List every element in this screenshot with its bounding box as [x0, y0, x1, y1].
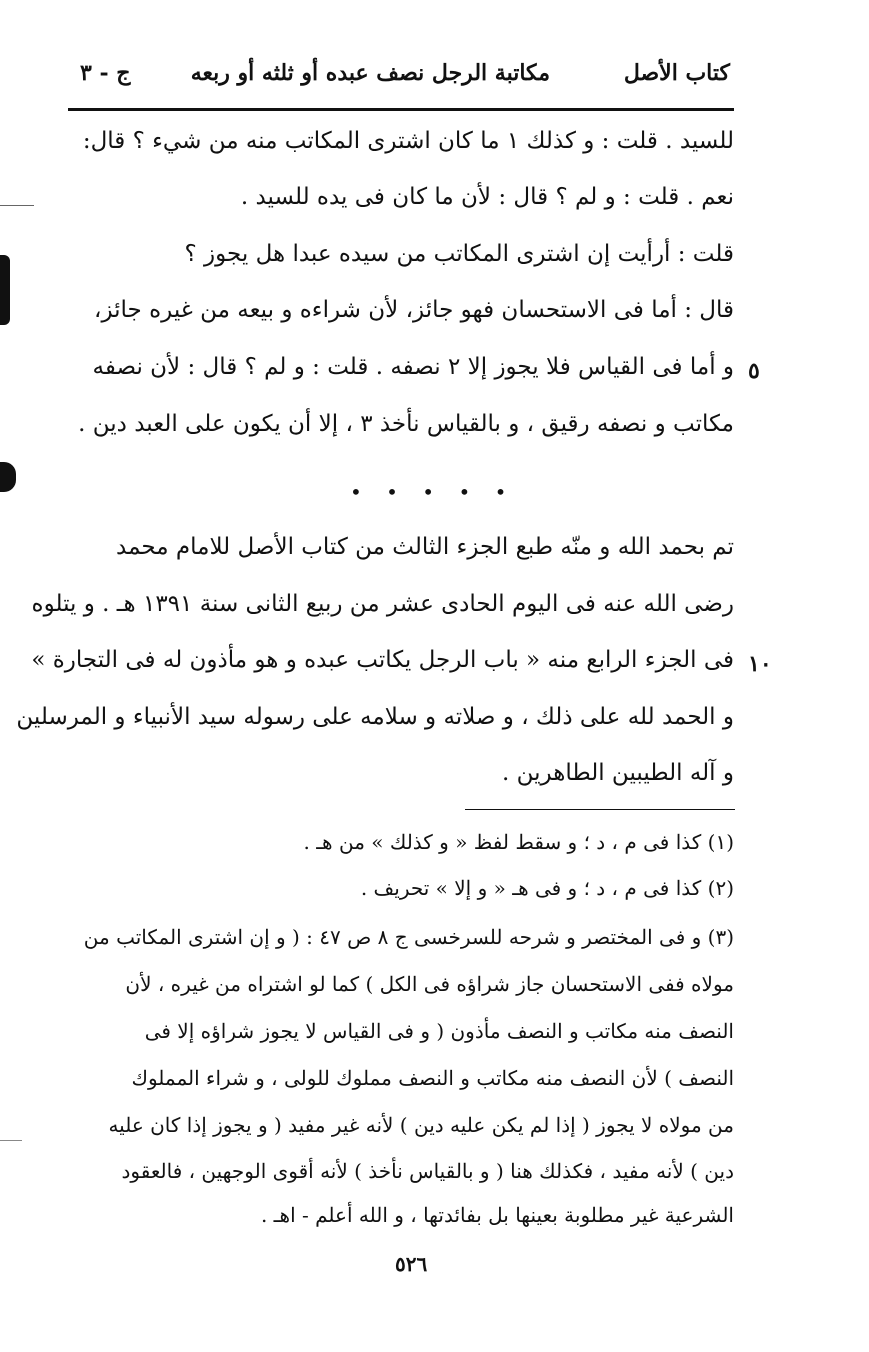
- colophon-line: رضى الله عنه فى اليوم الحادى عشر من ربيع الثانى سنة ١٣٩١ هـ . و يتلوه: [31, 591, 734, 617]
- colophon-line: تم بحمد الله و منّه طبع الجزء الثالث من كتاب الأصل للامام محمد: [116, 534, 734, 560]
- volume-number: ج - ٣: [80, 60, 131, 86]
- header-rule: [68, 108, 734, 111]
- body-line: و أما فى القياس فلا يجوز إلا ٢ نصفه . قلت : و لم ؟ قال : لأن نصفه: [92, 354, 734, 380]
- running-header: [80, 52, 730, 102]
- line-number-10: ١٠: [748, 651, 772, 677]
- footnote-line: النصف منه مكاتب و النصف مأذون ( و فى القياس لا يجوز شراؤه إلا فى: [144, 1019, 734, 1043]
- book-title: كتاب الأصل: [623, 60, 730, 86]
- body-line: للسيد . قلت : و كذلك ١ ما كان اشترى المكاتب منه من شيء ؟ قال:: [82, 128, 734, 154]
- scan-mark: [0, 462, 16, 492]
- footnote-line: (٢) كذا فى م ، د ؛ و فى هـ « و إلا » تحريف .: [360, 876, 734, 900]
- footnote-line: دين ) لأنه مفيد ، فكذلك هنا ( و بالقياس نأخذ ) لأنه أقوى الوجهين ، فالعقود: [121, 1159, 734, 1183]
- scan-mark: [0, 205, 34, 206]
- page-number: ٥٢٦: [395, 1252, 428, 1276]
- chapter-subject: مكاتبة الرجل نصف عبده أو ثلثه أو ربعه: [190, 60, 550, 86]
- footnote-line: الشرعية غير مطلوبة بعينها بل بفائدتها ، و الله أعلم - اهـ .: [260, 1203, 734, 1227]
- section-separator: • • • • •: [350, 480, 516, 504]
- colophon-line: و آله الطيبين الطاهرين .: [502, 760, 734, 786]
- scan-mark: [0, 255, 10, 325]
- colophon-line: و الحمد لله على ذلك ، و صلاته و سلامه على رسوله سيد الأنبياء و المرسلين: [16, 704, 734, 730]
- footnote-rule: [465, 809, 735, 810]
- body-line: نعم . قلت : و لم ؟ قال : لأن ما كان فى يده للسيد .: [240, 184, 734, 210]
- line-number-5: ٥: [748, 358, 760, 384]
- footnote-line: (٣) و فى المختصر و شرحه للسرخسى ج ٨ ص ٤٧ : ( و إن اشترى المكاتب من: [83, 925, 734, 949]
- footnote-line: من مولاه لا يجوز ( إذا لم يكن عليه دين ) لأنه غير مفيد ( و يجوز إذا كان عليه: [108, 1113, 734, 1137]
- body-line: مكاتب و نصفه رقيق ، و بالقياس نأخذ ٣ ، إلا أن يكون على العبد دين .: [78, 411, 734, 437]
- body-line: قال : أما فى الاستحسان فهو جائز، لأن شراءه و بيعه من غيره جائز،: [94, 297, 734, 323]
- footnote-line: (١) كذا فى م ، د ؛ و سقط لفظ « و كذلك » من هـ .: [303, 830, 734, 854]
- footnote-line: مولاه ففى الاستحسان جاز شراؤه فى الكل ) كما لو اشتراه من غيره ، لأن: [125, 972, 734, 996]
- body-line: قلت : أرأيت إن اشترى المكاتب من سيده عبدا هل يجوز ؟: [184, 241, 734, 267]
- colophon-line: فى الجزء الرابع منه « باب الرجل يكاتب عبده و هو مأذون له فى التجارة »: [31, 647, 734, 673]
- footnote-line: النصف ) لأن النصف منه مكاتب و النصف مملوك للولى ، و شراء المملوك: [131, 1066, 734, 1090]
- scan-mark: [0, 1140, 22, 1141]
